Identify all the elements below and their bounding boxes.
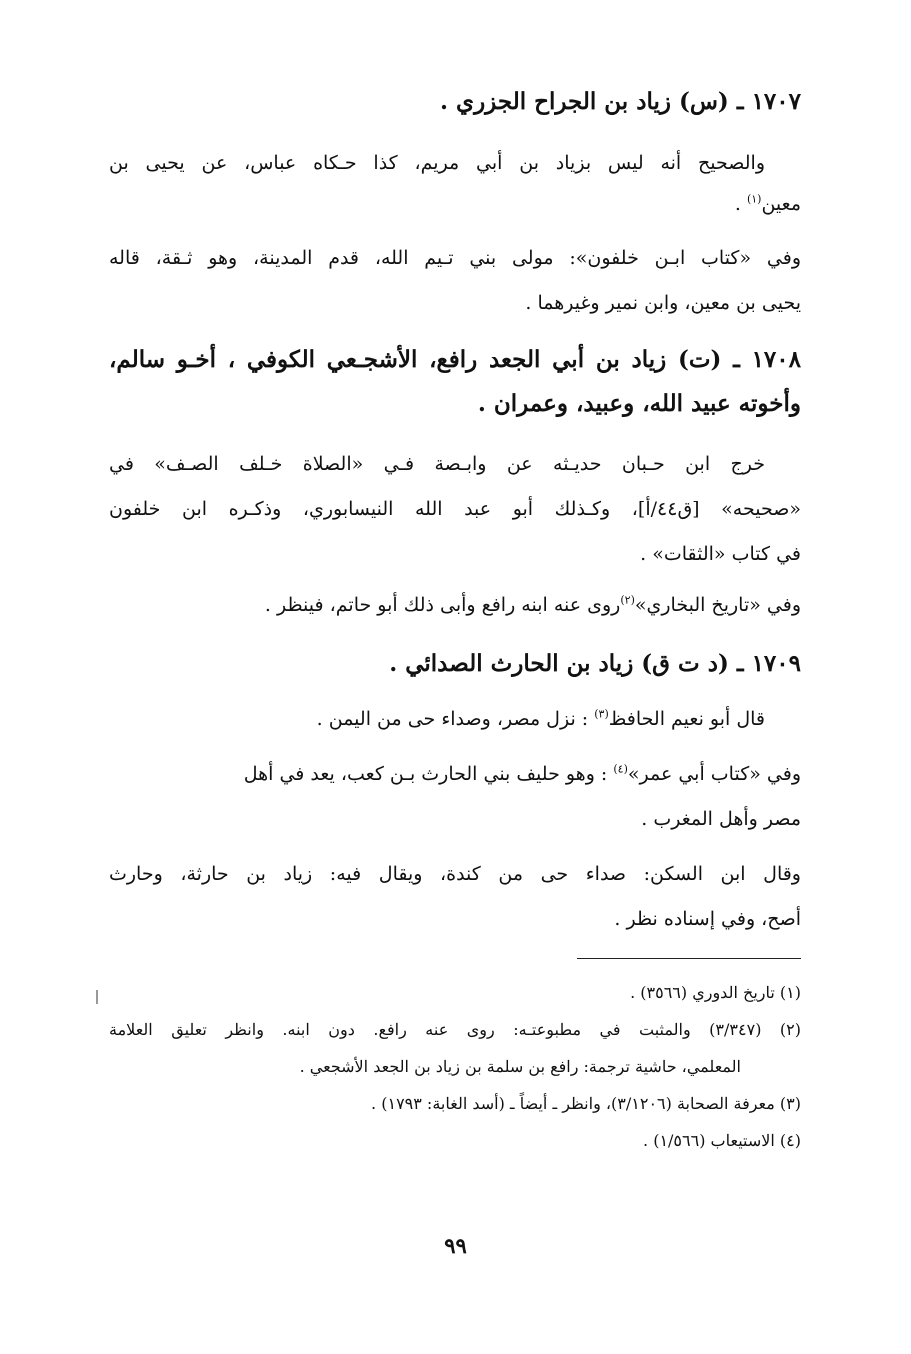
paragraph-line	[109, 697, 801, 742]
entry-1707-paragraph-2	[109, 236, 801, 326]
paragraph-text: : نزل مصر، وصداء حى من اليمن .	[316, 708, 595, 730]
paragraph-line: في كتاب «الثقات» .	[640, 543, 801, 565]
page-number: ٩٩	[444, 1233, 467, 1258]
paragraph-text: وفي «تاريخ البخاري»	[634, 594, 801, 616]
paragraph-line	[109, 583, 801, 628]
entry-1709-paragraph-3	[109, 852, 801, 942]
entry-1709-heading	[109, 642, 801, 686]
footnote-ref-4: (٤)	[613, 762, 628, 776]
footnote-4: (٤) الاستيعاب (١/٥٦٦) .	[643, 1131, 801, 1150]
paragraph-line: وقال ابن السكن: صداء حى من كندة، ويقال فيه: زياد بن حارثة، وحارث	[109, 863, 801, 885]
footnote-ref-1: (١)	[746, 192, 762, 206]
paragraph-line: مصر وأهل المغرب .	[641, 808, 801, 830]
entry-1708-paragraph-2	[109, 583, 801, 628]
entry-1708-heading	[109, 338, 801, 426]
paragraph-line	[109, 186, 801, 222]
scan-mark	[96, 990, 98, 1004]
entry-1708-title-line-1: ١٧٠٨ ـ (ت) زياد بن أبي الجعد رافع، الأشجـعي الكوفي ، أخـو سالم،	[109, 346, 801, 373]
footnote-ref-3: (٣)	[594, 707, 609, 721]
footnote-2-continued: المعلمي، حاشية ترجمة: رافع بن سلمة بن زياد بن الجعد الأشجعي .	[299, 1057, 741, 1076]
paragraph-line: وفي «كتاب ابـن خلفون»: مولى بني تـيم الله، قدم المدينة، وهو ثـقة، قاله	[109, 247, 801, 269]
entry-1709-paragraph-2	[109, 752, 801, 842]
paragraph-line: خرج ابن حـبان حديـثه عن وابـصة فـي «الصلاة خـلف الصـف» في	[109, 453, 765, 475]
paragraph-text: .	[734, 193, 747, 215]
footnote-1: (١) تاريخ الدوري (٣٥٦٦) .	[630, 983, 801, 1002]
footnote-2: (٢) (٣/٣٤٧) والمثبت في مطبوعتـه: روى عنه رافع. دون ابنه. وانظر تعليق العلامة	[109, 1020, 801, 1039]
entry-1708-title-line-2: وأخوته عبيد الله، وعبيد، وعمران .	[477, 390, 801, 417]
footnotes	[109, 974, 801, 1159]
paragraph-line: «صحيحه» [ق٤٤/أ]، وكـذلك أبو عبد الله النيسابوري، وذكـره ابن خلفون	[109, 498, 801, 520]
paragraph-text: معين	[761, 193, 801, 215]
paragraph-text: : وهو حليف بني الحارث بـن كعب، يعد في أهل	[243, 763, 614, 785]
paragraph-line	[109, 752, 801, 797]
paragraph-line: والصحيح أنه ليس بزياد بن أبي مريم، كذا حـكاه عباس، عن يحيى بن	[109, 152, 765, 174]
footnote-divider	[577, 958, 801, 959]
paragraph-text: قال أبو نعيم الحافظ	[608, 708, 765, 730]
entry-1707-title: ١٧٠٧ ـ (س) زياد بن الجراح الجزري .	[440, 88, 801, 115]
entry-1707-heading	[109, 80, 801, 124]
entry-1707-paragraph-1	[109, 141, 801, 222]
paragraph-line: يحيى بن معين، وابن نمير وغيرهما .	[525, 292, 801, 314]
entry-1708-paragraph-1	[109, 442, 801, 577]
footnote-ref-2: (٢)	[620, 593, 635, 607]
paragraph-text: وفي «كتاب أبي عمر»	[627, 763, 801, 785]
paragraph-text: روى عنه ابنه رافع وأبى ذلك أبو حاتم، فينظر .	[264, 594, 621, 616]
paragraph-line: أصح، وفي إسناده نظر .	[614, 908, 801, 930]
entry-1709-title: ١٧٠٩ ـ (د ت ق) زياد بن الحارث الصدائي .	[389, 650, 801, 677]
footnote-3: (٣) معرفة الصحابة (٣/١٢٠٦)، وانظر ـ أيضاً ـ (أسد الغابة: ١٧٩٣) .	[371, 1094, 801, 1113]
entry-1709-paragraph-1	[109, 697, 801, 742]
